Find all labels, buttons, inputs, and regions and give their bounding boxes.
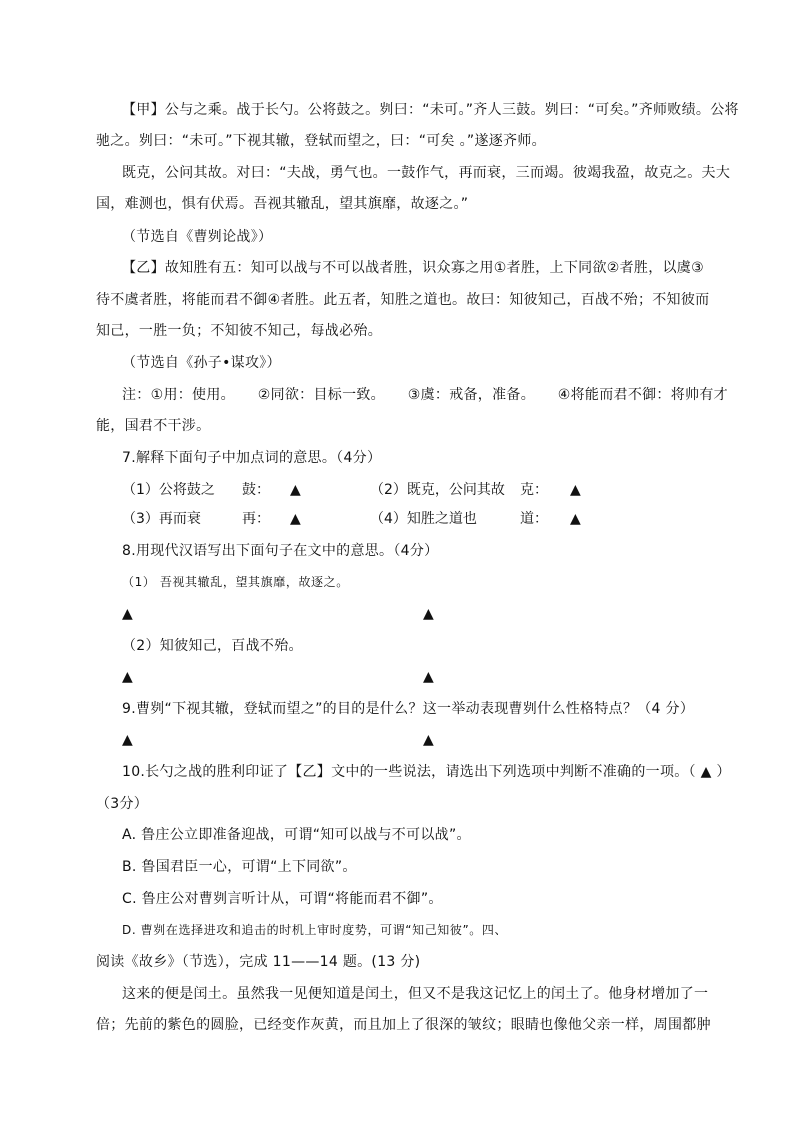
q7-item-4-answer-blank[interactable]: ▲ bbox=[570, 511, 581, 527]
q7-item-4-word: 道： bbox=[520, 511, 548, 527]
notes-line-2: 能，国君不干涉。 bbox=[96, 418, 211, 434]
passage-jia-line-3: 既克，公问其故。对曰：“夫战，勇气也。一鼓作气，再而衰，三而竭。彼竭我盈，故克之。夫大 bbox=[122, 165, 731, 181]
q10-option-c[interactable]: C. 鲁庄公对曹刿言听计从，可谓“将能而君不御”。 bbox=[122, 891, 443, 907]
q7-item-3-sentence: （3）再而衰 bbox=[122, 511, 201, 527]
q7-stem: 7.解释下面句子中加点词的意思。（4分） bbox=[122, 450, 382, 466]
q8-2-answer-blank-a[interactable]: ▲ bbox=[122, 669, 133, 685]
q8-sentence-1: （1） 吾视其辙乱，望其旗靡，故逐之。 bbox=[122, 575, 349, 589]
guxiang-line-1: 这来的便是闰土。虽然我一见便知道是闰土，但又不是我这记忆上的闰土了。他身材增加了一 bbox=[122, 986, 709, 1002]
note-4: ④将能而君不御：将帅有才 bbox=[557, 387, 728, 403]
q9-answer-blank-b[interactable]: ▲ bbox=[423, 732, 434, 748]
q9-answer-blank-a[interactable]: ▲ bbox=[122, 732, 133, 748]
q9-stem: 9.曹刿“下视其辙，登轼而望之”的目的是什么？这一举动表现曹刿什么性格特点？（4 分） bbox=[122, 701, 695, 717]
q10-score: （3分） bbox=[96, 796, 149, 812]
q10-option-d[interactable]: D. 曹刿在选择进攻和追击的时机上审时度势，可谓“知己知彼”。四、 bbox=[122, 923, 508, 937]
q7-item-2-sentence: （2）既克，公问其故 bbox=[370, 482, 505, 498]
guxiang-line-2: 倍；先前的紫色的圆脸，已经变作灰黄，而且加上了很深的皱纹；眼睛也像他父亲一样，周围都肿 bbox=[96, 1017, 711, 1033]
passage-jia-line-2: 驰之。刿曰：“未可。”下视其辙，登轼而望之，曰：“可矣 。”遂逐齐师。 bbox=[96, 133, 546, 149]
note-2: ②同欲：目标一致。 bbox=[257, 387, 385, 403]
q10-stem: 10.长勺之战的胜利印证了【乙】文中的一些说法，请选出下列选项中判断不准确的一项。（ ▲ ） bbox=[122, 764, 731, 780]
note-3: ③虞：戒备，准备。 bbox=[407, 387, 536, 403]
q8-1-answer-blank-a[interactable]: ▲ bbox=[122, 606, 133, 622]
passage-jia-line-1: 【甲】公与之乘。战于长勺。公将鼓之。刿曰：“未可。”齐人三鼓。刿曰：“可矣。”齐师败绩。公将 bbox=[122, 102, 739, 118]
notes-line-1 bbox=[122, 385, 732, 405]
passage-yi-line-1: 【乙】故知胜有五：知可以战与不可以战者胜，识众寡之用①者胜，上下同欲②者胜，以虞③ bbox=[122, 260, 704, 276]
q8-sentence-2: （2）知彼知己，百战不殆。 bbox=[122, 638, 303, 654]
q7-item-1-sentence: （1）公将鼓之 bbox=[122, 482, 215, 498]
q7-item-3-answer-blank[interactable]: ▲ bbox=[290, 511, 301, 527]
q7-item-2-word: 克： bbox=[520, 482, 548, 498]
q7-item-2-answer-blank[interactable]: ▲ bbox=[570, 482, 581, 498]
q8-stem: 8.用现代汉语写出下面句子在文中的意思。（4分） bbox=[122, 543, 439, 559]
section-4-heading: 阅读《故乡》（节选），完成 11——14 题。(13 分) bbox=[96, 954, 421, 970]
passage-jia-line-4: 国，难测也，惧有伏焉。吾视其辙乱，望其旗靡，故逐之。” bbox=[96, 196, 469, 212]
q8-1-answer-blank-b[interactable]: ▲ bbox=[423, 606, 434, 622]
passage-yi-line-2: 待不虞者胜，将能而君不御④者胜。此五者，知胜之道也。故曰：知彼知己，百战不殆；不知彼而 bbox=[96, 292, 710, 308]
passage-yi-source: （节选自《孙子•谋攻》） bbox=[122, 355, 281, 371]
q7-item-1-answer-blank[interactable]: ▲ bbox=[290, 482, 301, 498]
q7-item-1-word: 鼓： bbox=[242, 482, 270, 498]
q8-2-answer-blank-b[interactable]: ▲ bbox=[423, 669, 434, 685]
note-1: 注：①用：使用。 bbox=[122, 387, 235, 403]
q10-option-a[interactable]: A. 鲁庄公立即准备迎战，可谓“知可以战与不可以战”。 bbox=[122, 827, 471, 843]
passage-yi-line-3: 知己，一胜一负；不知彼不知己，每战必殆。 bbox=[96, 323, 382, 339]
q7-item-3-word: 再： bbox=[242, 511, 270, 527]
q7-item-4-sentence: （4）知胜之道也 bbox=[370, 511, 477, 527]
q10-option-b[interactable]: B. 鲁国君臣一心，可谓“上下同欲”。 bbox=[122, 859, 357, 875]
passage-jia-source: （节选自《曹刿论战》） bbox=[122, 229, 273, 245]
